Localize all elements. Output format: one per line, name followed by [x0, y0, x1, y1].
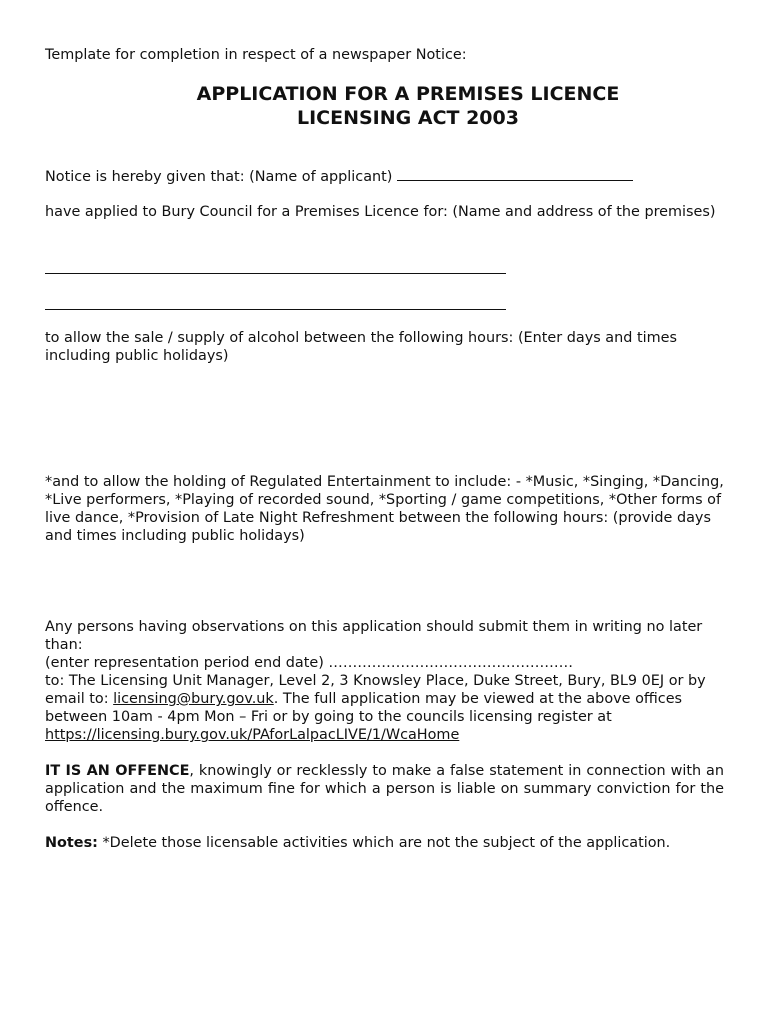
entertainment-text: *and to allow the holding of Regulated Entertainment to include: - *Music, *Singing, *Dancing, *Live performers, *Playing of recorded sound, *Sporting / game competitions, *Other forms of live dance, *Provision of Late Night Refreshment between the following hours: (provide days and times including public holidays): [45, 474, 724, 544]
register-link[interactable]: https://licensing.bury.gov.uk/PAforLalpacLIVE/1/WcaHome: [45, 727, 460, 743]
applicant-line: [45, 167, 724, 186]
alcohol-hours-text: to allow the sale / supply of alcohol between the following hours: (Enter days and times including public holidays): [45, 330, 677, 364]
premises-text: have applied to Bury Council for a Premises Licence for: (Name and address of the premises): [45, 204, 716, 220]
premises-blank-line-2[interactable]: [45, 309, 506, 310]
observations-line: Any persons having observations on this application should submit them in writing no later than:: [45, 619, 703, 653]
representation-date-line: (enter representation period end date) ……………………………………………: [45, 655, 574, 671]
page-subtitle: LICENSING ACT 2003: [297, 107, 519, 129]
notes-text: Notes: *Delete those licensable activities which are not the subject of the application.: [45, 835, 671, 851]
notes-heading: Notes:: [45, 835, 98, 851]
observations-block: [45, 618, 724, 744]
address-line: to: The Licensing Unit Manager, Level 2, 3 Knowsley Place, Duke Street, Bury, BL9 0EJ or by email to: licensing@bury.gov.uk. The full application may be viewed at the above offices between 10am - 4pm Mon – Fri or by going to the councils licensing register at https://licensing.bury.gov.uk/PAforLalpacLIVE/1/WcaHome: [45, 673, 706, 743]
email-link[interactable]: licensing@bury.gov.uk: [113, 691, 274, 707]
intro-text: Template for completion in respect of a newspaper Notice:: [45, 47, 467, 63]
applicant-name-blank[interactable]: [397, 167, 633, 181]
offence-text: IT IS AN OFFENCE, knowingly or recklessly to make a false statement in connection with an application and the maximum fine for which a person is liable on summary conviction for the offence.: [45, 763, 724, 815]
premises-blank-line-1[interactable]: [45, 273, 506, 274]
applicant-label: Notice is hereby given that: (Name of applicant): [45, 169, 393, 185]
page-title: APPLICATION FOR A PREMISES LICENCE: [196, 83, 620, 105]
offence-heading: IT IS AN OFFENCE: [45, 763, 190, 779]
